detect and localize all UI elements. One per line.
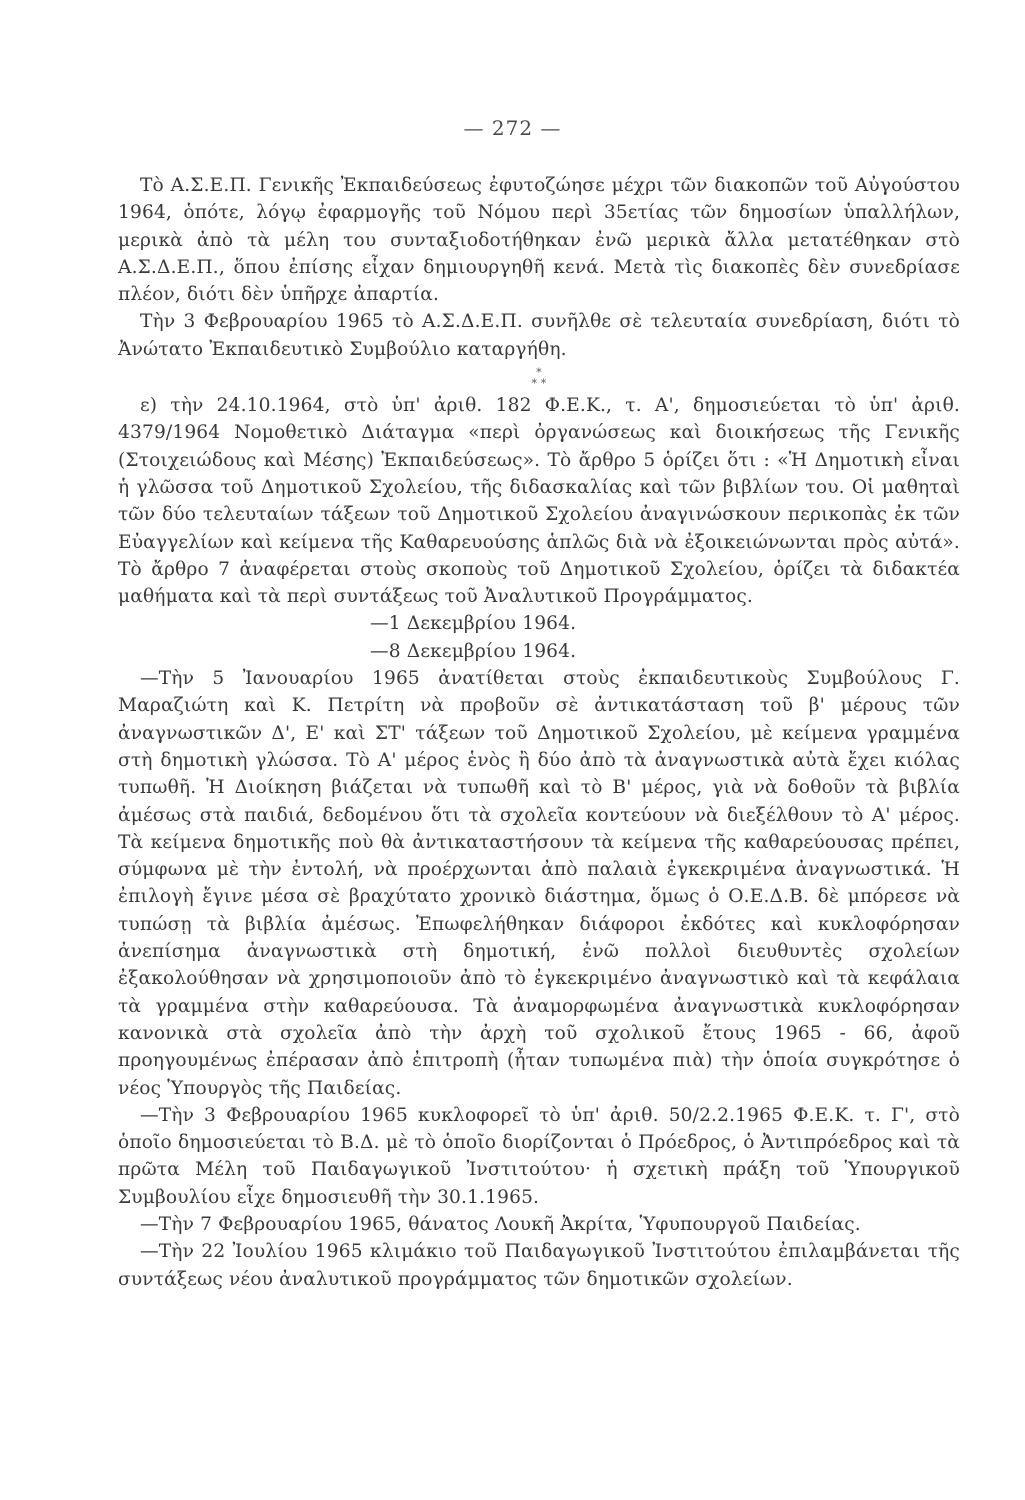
paragraph: —Τὴν 22 Ἰουλίου 1965 κλιμάκιο τοῦ Παιδαγωγικοῦ Ἰνστιτούτου ἐπιλαμβάνεται τῆς συντάξεως νέου ἀναλυτικοῦ προγράμματος τῶν δημοτικῶν σχολείων.: [118, 1241, 960, 1290]
page-number: — 272 —: [463, 116, 562, 140]
paragraph: Τὸ Α.Σ.Ε.Π. Γενικῆς Ἐκπαιδεύσεως ἐφυτοζώησε μέχρι τῶν διακοπῶν τοῦ Αὐγούστου 1964, ὁπότε, λόγῳ ἐφαρμογῆς τοῦ Νόμου περὶ 35ετίας τῶν δημοσίων ὑπαλλήλων, μερικὰ ἀπὸ τὰ μέλη του συνταξιοδοτήθηκαν ἐνῶ μερικὰ ἄλλα μετατέθηκαν στὸ Α.Σ.Δ.Ε.Π., ὅπου ἐπίσης εἶχαν δημιουργηθῆ κενά. Μετὰ τὶς διακοπὲς δὲν συνεδρίασε πλέον, διότι δὲν ὑπῆρχε ἀπαρτία.: [118, 175, 960, 306]
paragraph: —Τὴν 7 Φεβρουαρίου 1965, θάνατος Λουκῆ Ἀκρίτα, Ὑφυπουργοῦ Παιδείας.: [140, 1213, 861, 1235]
separator-top: *: [536, 366, 542, 380]
date-entry: —1 Δεκεμβρίου 1964.: [370, 613, 577, 635]
date-entry: —8 Δεκεμβρίου 1964.: [370, 640, 577, 662]
paragraph: Τὴν 3 Φεβρουαρίου 1965 τὸ Α.Σ.Δ.Ε.Π. συνῆλθε σὲ τελευταία συνεδρίαση, διότι τὸ Ἀνώτατο Ἐκπαιδευτικὸ Συμβούλιο καταργήθη.: [118, 311, 960, 360]
section-separator: [118, 363, 960, 392]
page-body: [118, 172, 960, 1293]
paragraph: ε) τὴν 24.10.1964, στὸ ὑπ' ἀριθ. 182 Φ.Ε.Κ., τ. Α', δημοσιεύεται τὸ ὑπ' ἀριθ. 4379/1964 Νομοθετικὸ Διάταγμα «περὶ ὀργανώσεως καὶ διοικήσεως τῆς Γενικῆς (Στοιχειώδους καὶ Μέσης) Ἐκπαιδεύσεως». Τὸ ἄρθρο 5 ὁρίζει ὅτι : «Ἡ Δημοτικὴ εἶναι ἡ γλῶσσα τοῦ Δημοτικοῦ Σχολείου, τῆς διδασκαλίας καὶ τῶν βιβλίων του. Οἱ μαθηταὶ τῶν δύο τελευταίων τάξεων τοῦ Δημοτικοῦ Σχολείου ἀναγινώσκουν περικοπὰς ἐκ τῶν Εὐαγγελίων καὶ κείμενα τῆς Καθαρευούσης ἁπλῶς διὰ νὰ ἐξοικειώνωνται πρὸς αὐτά». Τὸ ἄρθρο 7 ἀναφέρεται στοὺς σκοποὺς τοῦ Δημοτικοῦ Σχολείου, ὁρίζει τὰ διδακτέα μαθήματα καὶ τὰ περὶ συντάξεως τοῦ Ἀναλυτικοῦ Προγράμματος.: [118, 395, 960, 608]
separator-bottom: * *: [531, 377, 547, 391]
paragraph: —Τὴν 5 Ἰανουαρίου 1965 ἀνατίθεται στοὺς ἐκπαιδευτικοὺς Συμβούλους Γ. Μαραζιώτη καὶ Κ. Πετρίτη νὰ προβοῦν σὲ ἀντικατάσταση τοῦ β' μέρους τῶν ἀναγνωστικῶν Δ', Ε' καὶ ΣΤ' τάξεων τοῦ Δημοτικοῦ Σχολείου, μὲ κείμενα γραμμένα στὴ δημοτικὴ γλώσσα. Τὸ Α' μέρος ἑνὸς ἢ δύο ἀπὸ τὰ ἀναγνωστικὰ αὐτὰ ἔχει κιόλας τυπωθῆ. Ἡ Διοίκηση βιάζεται νὰ τυπωθῆ καὶ τὸ Β' μέρος, γιὰ νὰ δοθοῦν τὰ βιβλία ἀμέσως στὰ παιδιά, δεδομένου ὅτι τὰ σχολεῖα κοντεύουν νὰ διεξέλθουν τὸ Α' μέρος. Τὰ κείμενα δημοτικῆς ποὺ θὰ ἀντικαταστήσουν τὰ κείμενα τῆς καθαρεύουσας πρέπει, σύμφωνα μὲ τὴν ἐντολή, νὰ προέρχωνται ἀπὸ παλαιὰ ἐγκεκριμένα ἀναγνωστικά. Ἡ ἐπιλογὴ ἔγινε μέσα σὲ βραχύτατο χρονικὸ διάστημα, ὅμως ὁ Ο.Ε.Δ.Β. δὲ μπόρεσε νὰ τυπώσῃ τὰ βιβλία ἀμέσως. Ἐπωφελήθηκαν διάφοροι ἐκδότες καὶ κυκλοφόρησαν ἀνεπίσημα ἀναγνωστικὰ στὴ δημοτική, ἐνῶ πολλοὶ διευθυντὲς σχολείων ἐξακολούθησαν νὰ χρησιμοποιοῦν ἀπὸ τὸ ἐγκεκριμένο ἀναγνωστικὸ καὶ τὰ κεφάλαια τὰ γραμμένα στὴν καθαρεύουσα. Τὰ ἀναμορφωμένα ἀναγνωστικὰ κυκλοφόρησαν κανονικὰ στὰ σχολεῖα ἀπὸ τὴν ἀρχὴ τοῦ σχολικοῦ ἔτους 1965 - 66, ἀφοῦ προηγουμένως ἐπέρασαν ἀπὸ ἐπιτροπὴ (ἦταν τυπωμένα πιὰ) τὴν ὁποία συγκρότησε ὁ νέος Ὑπουργὸς τῆς Παιδείας.: [118, 668, 960, 1099]
paragraph: —Τὴν 3 Φεβρουαρίου 1965 κυκλοφορεῖ τὸ ὑπ' ἀριθ. 50/2.2.1965 Φ.Ε.Κ. τ. Γ', στὸ ὁποῖο δημοσιεύεται τὸ Β.Δ. μὲ τὸ ὁποῖο διορίζονται ὁ Πρόεδρος, ὁ Ἀντιπρόεδρος καὶ τὰ πρῶτα Μέλη τοῦ Παιδαγωγικοῦ Ἰνστιτούτου· ἡ σχετικὴ πράξη τοῦ Ὑπουργικοῦ Συμβουλίου εἶχε δημοσιευθῆ τὴν 30.1.1965.: [118, 1104, 960, 1208]
